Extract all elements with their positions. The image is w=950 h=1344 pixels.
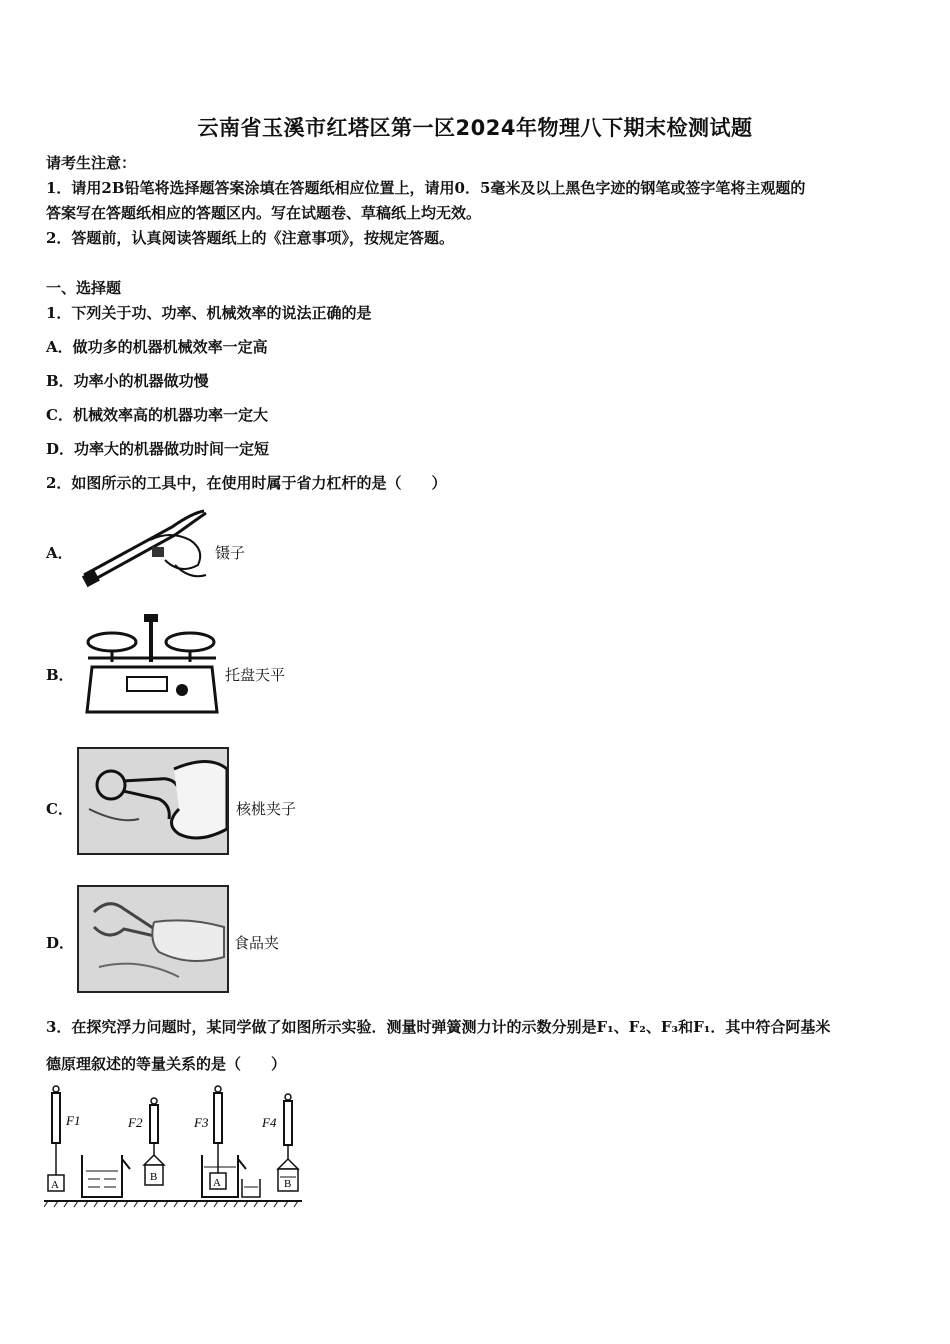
q2-option-a-label: 镊子 bbox=[215, 544, 246, 562]
q2-option-d-letter: D． bbox=[46, 934, 75, 952]
q1-option-d: D．功率大的机器做功时间一定短 bbox=[46, 440, 270, 458]
notice-item-1: 1．请用2B铅笔将选择题答案涂填在答题纸相应位置上，请用0．5毫米及以上黑色字迹的钢笔或签字笔将主观题的 bbox=[46, 179, 806, 197]
scale-label-f1: F1 bbox=[66, 1113, 81, 1128]
q1-option-c: C．机械效率高的机器功率一定大 bbox=[46, 406, 268, 424]
block-label-a1: A bbox=[51, 1179, 59, 1191]
q2-option-b-letter: B． bbox=[46, 666, 74, 684]
food-tongs-image bbox=[77, 885, 229, 993]
tweezers-image bbox=[80, 505, 210, 590]
scale-label-f2: F2 bbox=[128, 1115, 143, 1130]
notice-item-2: 2．答题前，认真阅读答题纸上的《注意事项》，按规定答题。 bbox=[46, 229, 454, 247]
notice-item-1-cont: 答案写在答题纸相应的答题区内。写在试题卷、草稿纸上均无效。 bbox=[46, 204, 482, 222]
scale-label-f3: F3 bbox=[194, 1115, 209, 1130]
q2-option-c-letter: C． bbox=[46, 800, 73, 818]
notice-heading: 请考生注意： bbox=[46, 154, 137, 172]
block-label-b2: B bbox=[284, 1178, 292, 1190]
q2-stem: 2．如图所示的工具中，在使用时属于省力杠杆的是（ ） bbox=[46, 474, 447, 492]
section-heading: 一、选择题 bbox=[46, 279, 122, 297]
q3-stem-line1: 3．在探究浮力问题时，某同学做了如图所示实验．测量时弹簧测力计的示数分别是F₁、F₂、F₃和F₁．其中符合阿基米 bbox=[46, 1018, 831, 1036]
q1-option-b: B．功率小的机器做功慢 bbox=[46, 372, 209, 390]
nutcracker-image bbox=[77, 747, 229, 855]
scale-label-f4: F4 bbox=[262, 1115, 277, 1130]
q1-option-a: A．做功多的机器机械效率一定高 bbox=[46, 338, 268, 356]
q1-stem: 1．下列关于功、功率、机械效率的说法正确的是 bbox=[46, 304, 372, 322]
block-label-b1: B bbox=[150, 1171, 158, 1183]
balance-image bbox=[82, 612, 222, 717]
q3-stem-line2: 德原理叙述的等量关系的是（ ） bbox=[46, 1055, 287, 1073]
q2-option-c-label: 核桃夹子 bbox=[236, 800, 297, 818]
q2-option-d-label: 食品夹 bbox=[234, 934, 280, 952]
block-label-a2: A bbox=[213, 1177, 221, 1189]
q2-option-a-letter: A． bbox=[46, 544, 73, 562]
buoyancy-experiment-figure bbox=[44, 1083, 306, 1211]
q2-option-b-label: 托盘天平 bbox=[225, 666, 286, 684]
page-title: 云南省玉溪市红塔区第一区2024年物理八下期末检测试题 bbox=[197, 116, 753, 140]
